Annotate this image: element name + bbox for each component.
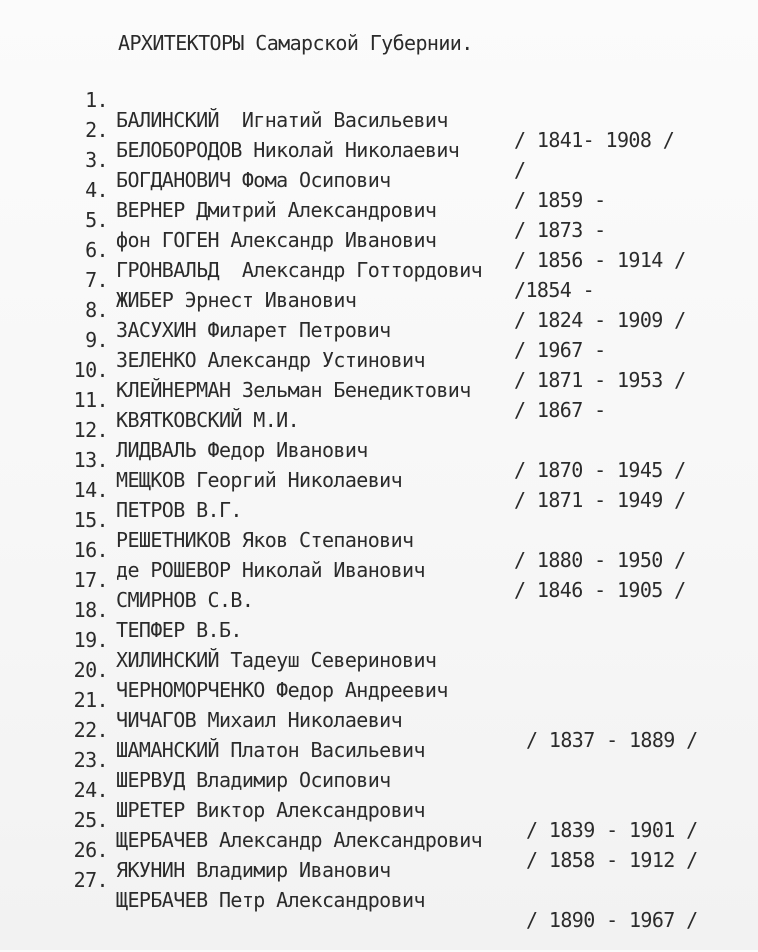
architect-name: ЩЕРБАЧЕВ Петр Александрович	[116, 888, 425, 912]
architect-name: ВЕРНЕР Дмитрий Александрович	[116, 198, 437, 222]
life-dates: / 1870 - 1945 /	[514, 458, 686, 482]
life-dates: / 1867 -	[514, 398, 606, 422]
architect-name: КЛЕЙНЕРМАН Зельман Бенедиктович	[116, 378, 471, 402]
architect-name: ШРЕТЕР Виктор Александрович	[116, 798, 425, 822]
architect-name: ЖИБЕР Эрнест Иванович	[116, 288, 357, 312]
entry-number: 10.	[73, 358, 108, 382]
architect-name: ТЕПФЕР В.Б.	[116, 618, 242, 642]
entry-number: 11.	[73, 388, 108, 412]
architect-name: ЯКУНИН Владимир Иванович	[116, 858, 391, 882]
architect-name: РЕШЕТНИКОВ Яков Степанович	[116, 528, 414, 552]
architect-name: БАЛИНСКИЙ Игнатий Васильевич	[116, 108, 448, 132]
entry-number: 27.	[73, 868, 108, 892]
entry-number: 23.	[73, 748, 108, 772]
list-item	[60, 850, 750, 932]
life-dates: / 1824 - 1909 /	[514, 308, 686, 332]
life-dates: / 1856 - 1914 /	[514, 248, 686, 272]
architect-name: БЕЛОБОРОДОВ Николай Николаевич	[116, 138, 460, 162]
architect-name: СМИРНОВ С.В.	[116, 588, 254, 612]
life-dates: / 1858 - 1912 /	[526, 848, 698, 872]
entry-number: 19.	[73, 628, 108, 652]
entry-number: 1.	[85, 88, 108, 112]
entry-number: 17.	[73, 568, 108, 592]
life-dates: / 1873 -	[514, 218, 606, 242]
life-dates: / 1846 - 1905 /	[514, 578, 686, 602]
life-dates: / 1841- 1908 /	[514, 128, 675, 152]
architect-name: ХИЛИНСКИЙ Тадеуш Северинович	[116, 648, 437, 672]
life-dates: /	[514, 158, 526, 182]
architect-name: ЗАСУХИН Филарет Петрович	[116, 318, 391, 342]
entry-number: 22.	[73, 718, 108, 742]
architect-name: ЩЕРБАЧЕВ Александр Александрович	[116, 828, 483, 852]
life-dates: /1854 -	[514, 278, 595, 302]
entry-number: 25.	[73, 808, 108, 832]
entry-number: 15.	[73, 508, 108, 532]
architect-name: фон ГОГЕН Александр Иванович	[116, 228, 437, 252]
entry-number: 12.	[73, 418, 108, 442]
entry-number: 20.	[73, 658, 108, 682]
life-dates: / 1890 - 1967 /	[526, 908, 698, 932]
entry-number: 2.	[85, 118, 108, 142]
entry-number: 13.	[73, 448, 108, 472]
entry-number: 7.	[85, 268, 108, 292]
entry-number: 21.	[73, 688, 108, 712]
architect-name: КВЯТКОВСКИЙ М.И.	[116, 408, 300, 432]
life-dates: / 1859 -	[514, 188, 606, 212]
document-title: АРХИТЕКТОРЫ Самарской Губернии.	[118, 31, 473, 55]
entry-number: 14.	[73, 478, 108, 502]
entry-number: 6.	[85, 238, 108, 262]
life-dates: / 1967 -	[514, 338, 606, 362]
life-dates: / 1871 - 1953 /	[514, 368, 686, 392]
entry-number: 26.	[73, 838, 108, 862]
architect-name: ЧИЧАГОВ Михаил Николаевич	[116, 708, 403, 732]
entry-number: 18.	[73, 598, 108, 622]
architect-name: МЕЩКОВ Георгий Николаевич	[116, 468, 403, 492]
architect-name: ГРОНВАЛЬД Александр Готтордович	[116, 258, 483, 282]
entry-number: 9.	[85, 328, 108, 352]
architect-name: ШАМАНСКИЙ Платон Васильевич	[116, 738, 425, 762]
entry-number: 24.	[73, 778, 108, 802]
entry-number: 3.	[85, 148, 108, 172]
architect-name: БОГДАНОВИЧ Фома Осипович	[116, 168, 391, 192]
architect-name: ЛИДВАЛЬ Федор Иванович	[116, 438, 368, 462]
life-dates: / 1880 - 1950 /	[514, 548, 686, 572]
life-dates: / 1871 - 1949 /	[514, 488, 686, 512]
entry-number: 16.	[73, 538, 108, 562]
architect-name: ШЕРВУД Владимир Осипович	[116, 768, 391, 792]
entry-number: 4.	[85, 178, 108, 202]
life-dates: / 1837 - 1889 /	[526, 728, 698, 752]
architect-name: ЗЕЛЕНКО Александр Устинович	[116, 348, 425, 372]
architect-name: де РОШЕВОР Николай Иванович	[116, 558, 425, 582]
architect-name: ПЕТРОВ В.Г.	[116, 498, 242, 522]
architect-name: ЧЕРНОМОРЧЕНКО Федор Андреевич	[116, 678, 448, 702]
entry-number: 8.	[85, 298, 108, 322]
entry-number: 5.	[85, 208, 108, 232]
life-dates: / 1839 - 1901 /	[526, 818, 698, 842]
